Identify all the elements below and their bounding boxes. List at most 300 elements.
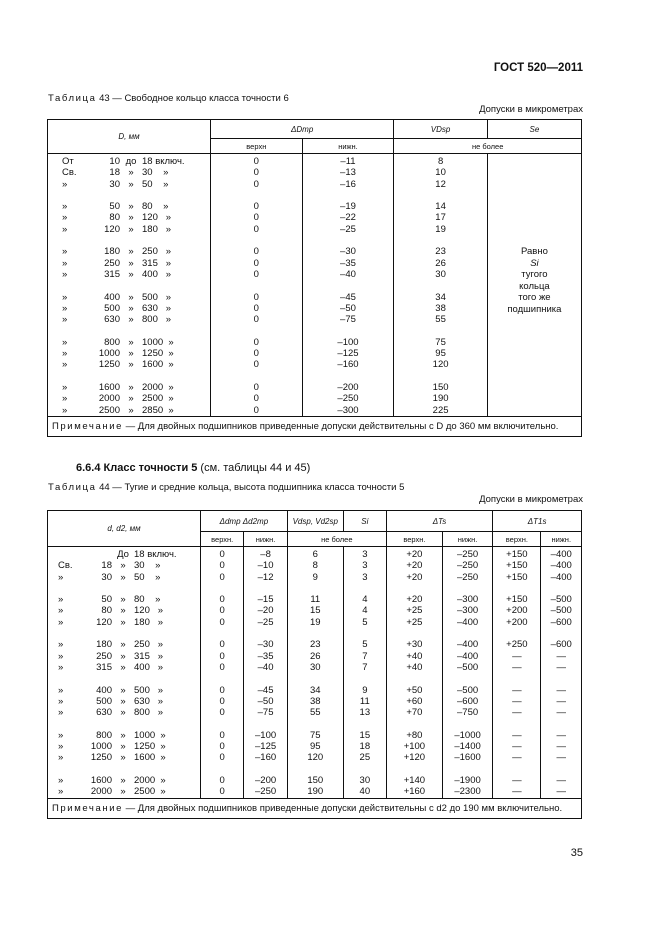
cell-upper: 0 — [219, 695, 225, 707]
table-row-range — [48, 405, 210, 416]
cell-upper: 0 — [253, 212, 259, 224]
range-from: 250 — [96, 650, 112, 662]
cell-vdsp: 55 — [435, 314, 446, 326]
cell-vdsp: 26 — [435, 257, 446, 269]
range-from: 180 — [96, 639, 112, 651]
range-prefix: » — [58, 650, 64, 662]
range-prefix: » — [58, 752, 64, 764]
range-from: 30 — [101, 571, 112, 583]
cell-ts-upper: +30 — [406, 639, 423, 651]
range-prefix: » — [62, 257, 68, 269]
t43-lo-col — [302, 154, 394, 417]
table-row-range — [48, 156, 210, 167]
cell-t1s-lower: –600 — [550, 639, 572, 651]
cell-ts-lower: –2300 — [454, 786, 481, 798]
t43-no-more: не более — [394, 139, 582, 154]
cell-vdsp: 11 — [310, 594, 321, 606]
range-from: 80 — [101, 605, 112, 617]
cell-upper: 0 — [253, 314, 259, 326]
range-prefix: » — [58, 786, 64, 798]
table-row-range — [48, 752, 200, 763]
cell-vdsp: 120 — [432, 359, 449, 371]
range-to: 2500 » — [134, 786, 166, 798]
row-gap — [493, 764, 540, 775]
cell-ts-lower: –250 — [457, 560, 479, 572]
cell-lower: –250 — [255, 786, 277, 798]
cell-lower: –200 — [337, 381, 359, 393]
row-gap — [211, 371, 302, 382]
row-gap — [48, 673, 200, 684]
range-sep: » — [128, 257, 134, 269]
row-gap — [48, 718, 200, 729]
range-sep: » — [128, 167, 134, 179]
row-gap — [201, 673, 243, 684]
range-to: 2000 » — [134, 774, 166, 786]
cell-upper: 0 — [253, 381, 259, 393]
range-to: 2000 » — [142, 381, 174, 393]
range-prefix — [48, 549, 88, 560]
table43-caption-text: 43 — Свободное кольцо класса точности 6 — [99, 93, 289, 104]
range-prefix: » — [58, 616, 64, 628]
cell-t1s-lower: –400 — [550, 549, 572, 560]
table-row-range — [48, 572, 200, 583]
range-prefix: » — [62, 348, 68, 360]
cell-ts-lower: –400 — [457, 650, 479, 662]
range-prefix: » — [58, 707, 64, 719]
row-gap — [394, 190, 487, 201]
cell-lower: –75 — [257, 707, 274, 719]
t44-t1s-upper: верхн. — [493, 532, 541, 547]
t43-se-line: подшипника — [507, 303, 562, 315]
table-row-range — [48, 786, 200, 797]
range-to: 1000 » — [134, 729, 166, 741]
t44-col-vdsp: Vdsp, Vd2sp — [287, 511, 343, 532]
cell-vdsp: 150 — [432, 381, 449, 393]
cell-upper: 0 — [219, 786, 225, 798]
cell-upper: 0 — [219, 560, 225, 572]
cell-lower: –45 — [257, 684, 274, 696]
row-gap — [288, 628, 343, 639]
range-prefix: » — [58, 684, 64, 696]
cell-lower: –125 — [337, 348, 359, 360]
cell-lower: –35 — [257, 650, 274, 662]
cell-ts-lower: –300 — [457, 605, 479, 617]
cell-t1s-upper: — — [512, 684, 522, 696]
cell-ts-lower: –1000 — [454, 729, 481, 741]
row-gap — [443, 583, 492, 594]
table44 — [47, 510, 582, 819]
cell-ts-lower: –500 — [457, 661, 479, 673]
cell-ts-lower: –250 — [457, 571, 479, 583]
cell-t1s-lower: — — [556, 741, 566, 753]
range-prefix: » — [58, 661, 64, 673]
table-row-range — [48, 359, 210, 370]
cell-t1s-upper: — — [512, 741, 522, 753]
row-gap — [387, 673, 442, 684]
range-from: 500 — [104, 302, 120, 314]
cell-upper: 0 — [253, 178, 259, 190]
cell-upper: 0 — [253, 223, 259, 235]
cell-si: 5 — [362, 616, 368, 628]
range-to: 500 » — [134, 684, 164, 696]
range-from: 50 — [109, 201, 120, 213]
range-sep: » — [120, 605, 126, 617]
cell-t1s-lower: — — [556, 707, 566, 719]
row-gap — [48, 628, 200, 639]
cell-lower: –40 — [340, 268, 356, 280]
row-gap — [541, 764, 581, 775]
heading-rest: (см. таблицы 44 и 45) — [197, 462, 311, 474]
cell-t1s-lower: — — [556, 661, 566, 673]
cell-lower: –75 — [340, 314, 356, 326]
row-gap — [48, 764, 200, 775]
t43-note — [48, 416, 582, 436]
cell-upper: 0 — [253, 302, 259, 314]
cell-t1s-lower: — — [556, 774, 566, 786]
row-gap — [48, 583, 200, 594]
range-from: 630 — [96, 707, 112, 719]
cell-vdsp: 19 — [435, 223, 446, 235]
table43-caption — [48, 93, 289, 104]
range-sep: » — [128, 393, 134, 405]
cell-ts-upper: +60 — [406, 695, 423, 707]
page-number: 35 — [570, 847, 583, 859]
row-gap — [288, 764, 343, 775]
cell-ts-upper: +20 — [406, 560, 423, 572]
table-row-range — [48, 337, 210, 348]
range-sep: » — [128, 223, 134, 235]
table43-label: Таблица — [48, 93, 97, 104]
range-from: 120 — [96, 616, 112, 628]
cell-t1s-upper: — — [512, 695, 522, 707]
cell-vdsp: 30 — [435, 268, 446, 280]
cell-upper: 0 — [219, 594, 225, 606]
cell-ts-upper: +20 — [406, 571, 423, 583]
table-row-range — [48, 382, 210, 393]
cell-upper: 0 — [219, 605, 225, 617]
cell-t1s-upper: — — [512, 650, 522, 662]
range-from: 400 — [104, 291, 120, 303]
cell-si: 9 — [362, 684, 368, 696]
range-prefix: » — [62, 393, 68, 405]
cell-lower: –20 — [257, 605, 274, 617]
row-gap — [493, 583, 540, 594]
cell-vdsp: 225 — [432, 404, 449, 416]
row-gap — [288, 583, 343, 594]
cell-upper: 0 — [219, 616, 225, 628]
table-row-range — [48, 605, 200, 616]
range-prefix: » — [58, 741, 64, 753]
cell-lower: –50 — [340, 302, 356, 314]
range-to: 1000 » — [142, 336, 174, 348]
cell-upper: 0 — [219, 729, 225, 741]
range-prefix: » — [58, 729, 64, 741]
cell-upper: 0 — [219, 684, 225, 696]
cell-upper: 0 — [219, 650, 225, 662]
t44-d-col — [48, 547, 201, 799]
cell-upper: 0 — [219, 774, 225, 786]
range-to: 630 » — [142, 302, 172, 314]
range-prefix: » — [58, 594, 64, 606]
cell-si: 7 — [362, 650, 368, 662]
row-gap — [201, 718, 243, 729]
range-sep: » — [128, 314, 134, 326]
range-prefix: » — [58, 695, 64, 707]
cell-vdsp: 38 — [310, 695, 321, 707]
cell-ts-upper: +80 — [406, 729, 423, 741]
table-row-range — [48, 246, 210, 257]
row-gap — [394, 325, 487, 336]
table-row-range — [48, 269, 210, 280]
row-gap — [201, 583, 243, 594]
cell-t1s-upper: +250 — [506, 639, 528, 651]
range-prefix: » — [62, 246, 68, 258]
t43-se-line: кольца — [519, 280, 550, 292]
cell-upper: 0 — [219, 752, 225, 764]
cell-vdsp: 120 — [307, 752, 324, 764]
t43-se-line: того же — [518, 292, 551, 303]
range-from: 18 — [101, 560, 112, 572]
t44-upper: верхн. — [201, 532, 244, 547]
range-sep: » — [120, 741, 126, 753]
range-sep: » — [120, 707, 126, 719]
cell-vdsp: 34 — [435, 291, 446, 303]
row-gap — [443, 764, 492, 775]
table-row-range — [48, 594, 200, 605]
range-prefix: » — [62, 359, 68, 371]
cell-t1s-upper: — — [512, 752, 522, 764]
range-from: 50 — [101, 594, 112, 606]
cell-upper: 0 — [253, 336, 259, 348]
cell-lower: –13 — [340, 167, 356, 179]
cell-vdsp: 34 — [310, 684, 321, 696]
cell-si: 18 — [359, 741, 371, 753]
table44-label: Таблица — [48, 482, 97, 493]
cell-lower: –19 — [340, 201, 356, 213]
range-sep: » — [128, 201, 134, 213]
t43-upper: верхн — [211, 139, 303, 154]
row-gap — [48, 280, 210, 291]
t44-t1s-lower: нижн. — [541, 532, 582, 547]
table-row-range — [48, 696, 200, 707]
range-sep: » — [120, 661, 126, 673]
cell-ts-lower: –250 — [457, 549, 479, 560]
cell-t1s-upper: — — [512, 661, 522, 673]
row-gap — [211, 280, 302, 291]
cell-ts-upper: +100 — [403, 741, 426, 753]
range-from: 250 — [104, 257, 120, 269]
cell-lower: –22 — [340, 212, 356, 224]
cell-t1s-upper: +150 — [506, 560, 528, 572]
range-from: 500 — [96, 695, 112, 707]
t43-se-line: Si — [530, 257, 539, 269]
row-gap — [48, 325, 210, 336]
cell-lower: –11 — [340, 156, 356, 167]
cell-upper: 0 — [219, 639, 225, 651]
table-row-range — [48, 393, 210, 404]
cell-t1s-lower: — — [556, 695, 566, 707]
row-gap — [244, 718, 286, 729]
range-to: 120 » — [134, 605, 164, 617]
range-prefix: » — [58, 774, 64, 786]
range-to: 250 » — [134, 639, 164, 651]
t43-note-text: — Для двойных подшипников приведенные допуски действительны с D до 360 мм включительно. — [123, 420, 559, 432]
range-to: 1250 » — [142, 348, 174, 360]
range-from: 80 — [109, 212, 120, 224]
cell-si: 11 — [359, 695, 370, 707]
t43-up-col — [211, 154, 303, 417]
range-to: 120 » — [142, 212, 172, 224]
cell-si: 5 — [362, 639, 368, 651]
t44-no-more: не более — [287, 532, 386, 547]
cell-ts-lower: –400 — [457, 616, 479, 628]
table43-units: Допуски в микрометрах — [479, 104, 583, 115]
row-gap — [303, 325, 394, 336]
range-prefix: » — [58, 605, 64, 617]
table-row-range — [48, 179, 210, 190]
range-to: 30 » — [134, 560, 161, 572]
t44-lower: нижн. — [244, 532, 287, 547]
range-to: 400 » — [142, 268, 172, 280]
t43-lower: нижн. — [302, 139, 394, 154]
table-row-range — [48, 617, 200, 628]
range-from — [88, 549, 112, 560]
cell-upper: 0 — [253, 257, 259, 269]
range-to: 80 » — [134, 594, 161, 606]
t44-t1u-col — [493, 547, 541, 799]
row-gap — [493, 628, 540, 639]
row-gap — [541, 583, 581, 594]
row-gap — [493, 673, 540, 684]
cell-upper: 0 — [253, 404, 259, 416]
cell-vdsp: 23 — [310, 639, 321, 651]
row-gap — [387, 628, 442, 639]
row-gap — [244, 583, 286, 594]
t44-tl-col — [442, 547, 492, 799]
row-gap — [48, 371, 210, 382]
range-sep: До — [117, 549, 129, 560]
range-from: 1000 — [90, 741, 112, 753]
t43-note-label: Примечание — [52, 420, 123, 432]
cell-si: 7 — [362, 661, 368, 673]
cell-t1s-lower: –600 — [550, 616, 572, 628]
cell-t1s-lower: — — [556, 752, 566, 764]
cell-upper: 0 — [253, 201, 259, 213]
cell-lower: –250 — [337, 393, 359, 405]
cell-si: 3 — [362, 571, 368, 583]
range-from: 18 — [109, 167, 120, 179]
cell-lower: –200 — [255, 774, 277, 786]
cell-upper: 0 — [219, 661, 225, 673]
cell-lower: –8 — [260, 549, 271, 560]
range-to: 50 » — [134, 571, 161, 583]
table-row-range — [48, 707, 200, 718]
cell-t1s-lower: –400 — [550, 571, 572, 583]
range-to: 180 » — [142, 223, 172, 235]
row-gap — [344, 583, 386, 594]
cell-t1s-lower: — — [556, 684, 566, 696]
cell-vdsp: 14 — [435, 201, 446, 213]
cell-ts-upper: +20 — [406, 594, 423, 606]
table-row-range — [48, 730, 200, 741]
range-from: 180 — [104, 246, 120, 258]
cell-vdsp: 12 — [435, 178, 446, 190]
row-gap — [541, 673, 581, 684]
range-sep: » — [120, 729, 126, 741]
range-sep: » — [120, 639, 126, 651]
cell-vdsp: 55 — [310, 707, 321, 719]
table-row-range — [48, 348, 210, 359]
range-from: 1000 — [98, 348, 120, 360]
cell-upper: 0 — [253, 348, 259, 360]
range-to: 315 » — [142, 257, 172, 269]
cell-ts-lower: –500 — [457, 684, 479, 696]
cell-t1s-upper: — — [512, 729, 522, 741]
t44-ts-upper: верхн. — [386, 532, 442, 547]
table-row-range — [48, 741, 200, 752]
cell-lower: –16 — [340, 178, 356, 190]
cell-ts-lower: –1600 — [454, 752, 481, 764]
range-sep: » — [128, 302, 134, 314]
cell-vdsp: 8 — [437, 156, 444, 167]
range-sep: » — [120, 594, 126, 606]
standard-number: ГОСТ 520—2011 — [493, 62, 583, 74]
cell-ts-lower: –1400 — [454, 741, 481, 753]
row-gap — [48, 190, 210, 201]
cell-t1s-upper: +150 — [506, 549, 528, 560]
table-row-range — [48, 685, 200, 696]
range-from: 315 — [96, 661, 112, 673]
range-from: 2000 — [90, 786, 112, 798]
cell-ts-upper: +120 — [403, 752, 426, 764]
range-prefix: Св. — [62, 167, 77, 179]
range-to: 800 » — [134, 707, 164, 719]
cell-si: 4 — [362, 594, 368, 606]
range-to: 18 включ. — [134, 549, 177, 560]
range-to: 800 » — [142, 314, 172, 326]
row-gap — [443, 628, 492, 639]
cell-upper: 0 — [219, 571, 225, 583]
range-from: 1600 — [98, 381, 120, 393]
range-to: 400 » — [134, 661, 164, 673]
range-prefix: » — [62, 336, 68, 348]
table-row-range — [48, 212, 210, 223]
row-gap — [244, 628, 286, 639]
range-from: 1250 — [98, 359, 120, 371]
t44-col-d: d, d2, мм — [48, 511, 201, 547]
row-gap — [244, 673, 286, 684]
cell-t1s-upper: +150 — [506, 571, 528, 583]
t43-col-dmp: ΔDmp — [211, 120, 394, 139]
cell-ts-lower: –600 — [457, 695, 479, 707]
row-gap — [344, 764, 386, 775]
cell-si: 3 — [362, 549, 368, 560]
row-gap — [201, 764, 243, 775]
range-from: 2000 — [98, 393, 120, 405]
range-prefix: » — [58, 639, 64, 651]
range-to: 1600 » — [142, 359, 174, 371]
cell-t1s-upper: — — [512, 786, 522, 798]
heading-number: 6.6.4 — [76, 462, 101, 474]
t43-col-d: D, мм — [48, 120, 211, 154]
row-gap — [201, 628, 243, 639]
table44-caption-text: 44 — Тугие и средние кольца, высота подшипника класса точности 5 — [99, 482, 405, 493]
range-sep: » — [120, 684, 126, 696]
range-sep: » — [120, 650, 126, 662]
cell-si: 3 — [362, 560, 368, 572]
range-prefix: » — [62, 223, 68, 235]
range-to: 1600 » — [134, 752, 166, 764]
